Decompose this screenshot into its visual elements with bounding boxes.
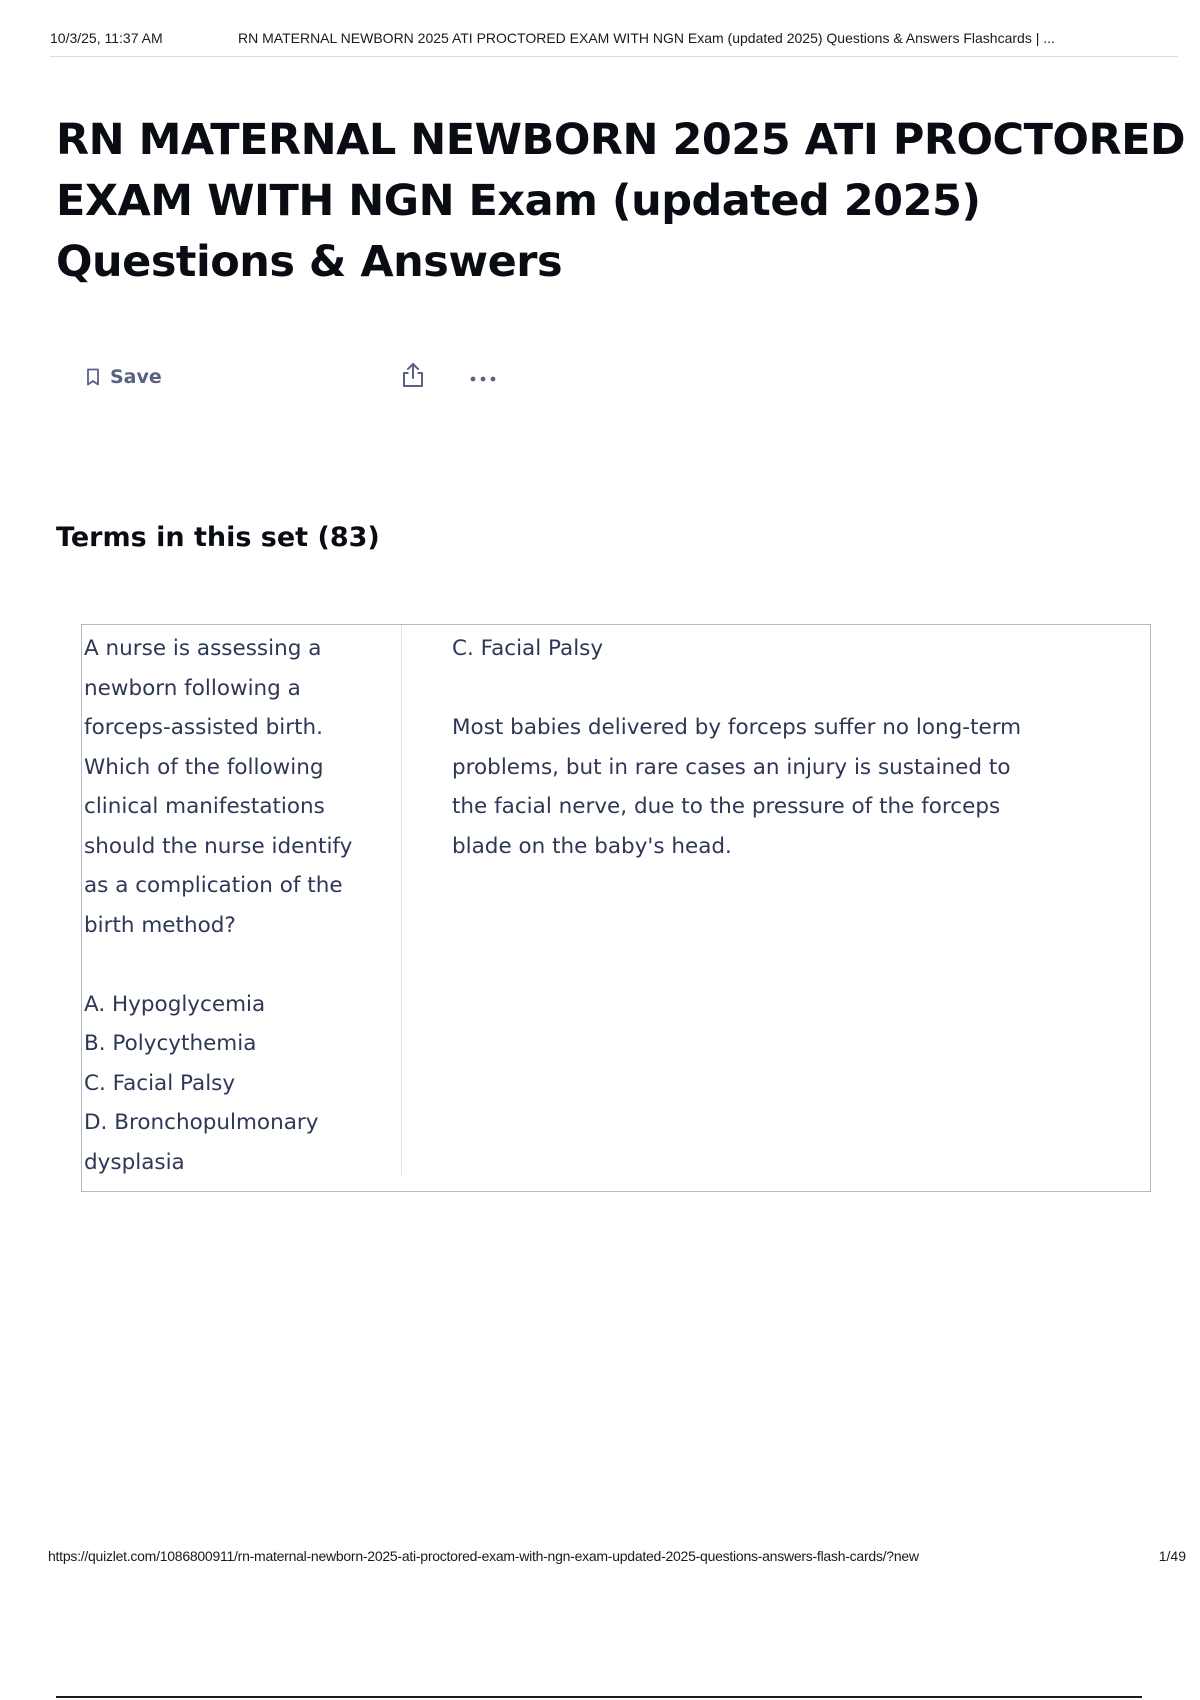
card-definition: C. Facial Palsy Most babies delivered by forceps suffer no long-term problems, but in rare cases an injury is sustained to the facial nerve, due to the pressure of the forceps blade on the baby's head. [452,636,1022,859]
print-datetime: 10/3/25, 11:37 AM [50,30,163,46]
save-label: Save [110,366,162,388]
save-button[interactable] [86,360,162,394]
more-horizontal-icon [469,368,497,387]
card-term: A nurse is assessing a newborn following a forceps-assisted birth. Which of the following clinical manifestations should the nurse identify as a complication of the birth method? A. Hypoglycemia B. Polycythemia C. Facial Palsy D. Bronchopulmonary dysplasia [84,636,353,1175]
flashcard[interactable] [81,624,1151,1192]
page-indicator: 1/49 [1158,1548,1186,1564]
print-url: https://quizlet.com/1086800911/rn-maternal-newborn-2025-ati-proctored-exam-with-ngn-exam-updated-2025-questions-answers-flash-cards/?new [48,1548,919,1564]
print-header [50,30,1178,57]
card-divider [401,625,402,1175]
share-button[interactable] [396,360,430,394]
print-document-title: RN MATERNAL NEWBORN 2025 ATI PROCTORED EXAM WITH NGN Exam (updated 2025) Questions & Answers Flashcards | ... [238,30,1055,46]
action-bar [86,360,526,394]
more-options-button[interactable] [466,360,500,394]
page-bottom-divider [56,1696,1142,1698]
terms-heading: Terms in this set (83) [56,522,380,553]
share-icon [400,361,426,393]
bookmark-icon [86,368,100,386]
print-footer [48,1548,1186,1570]
page-title: RN MATERNAL NEWBORN 2025 ATI PROCTORED EXAM WITH NGN Exam (updated 2025) Questions & Answers [56,115,1186,287]
